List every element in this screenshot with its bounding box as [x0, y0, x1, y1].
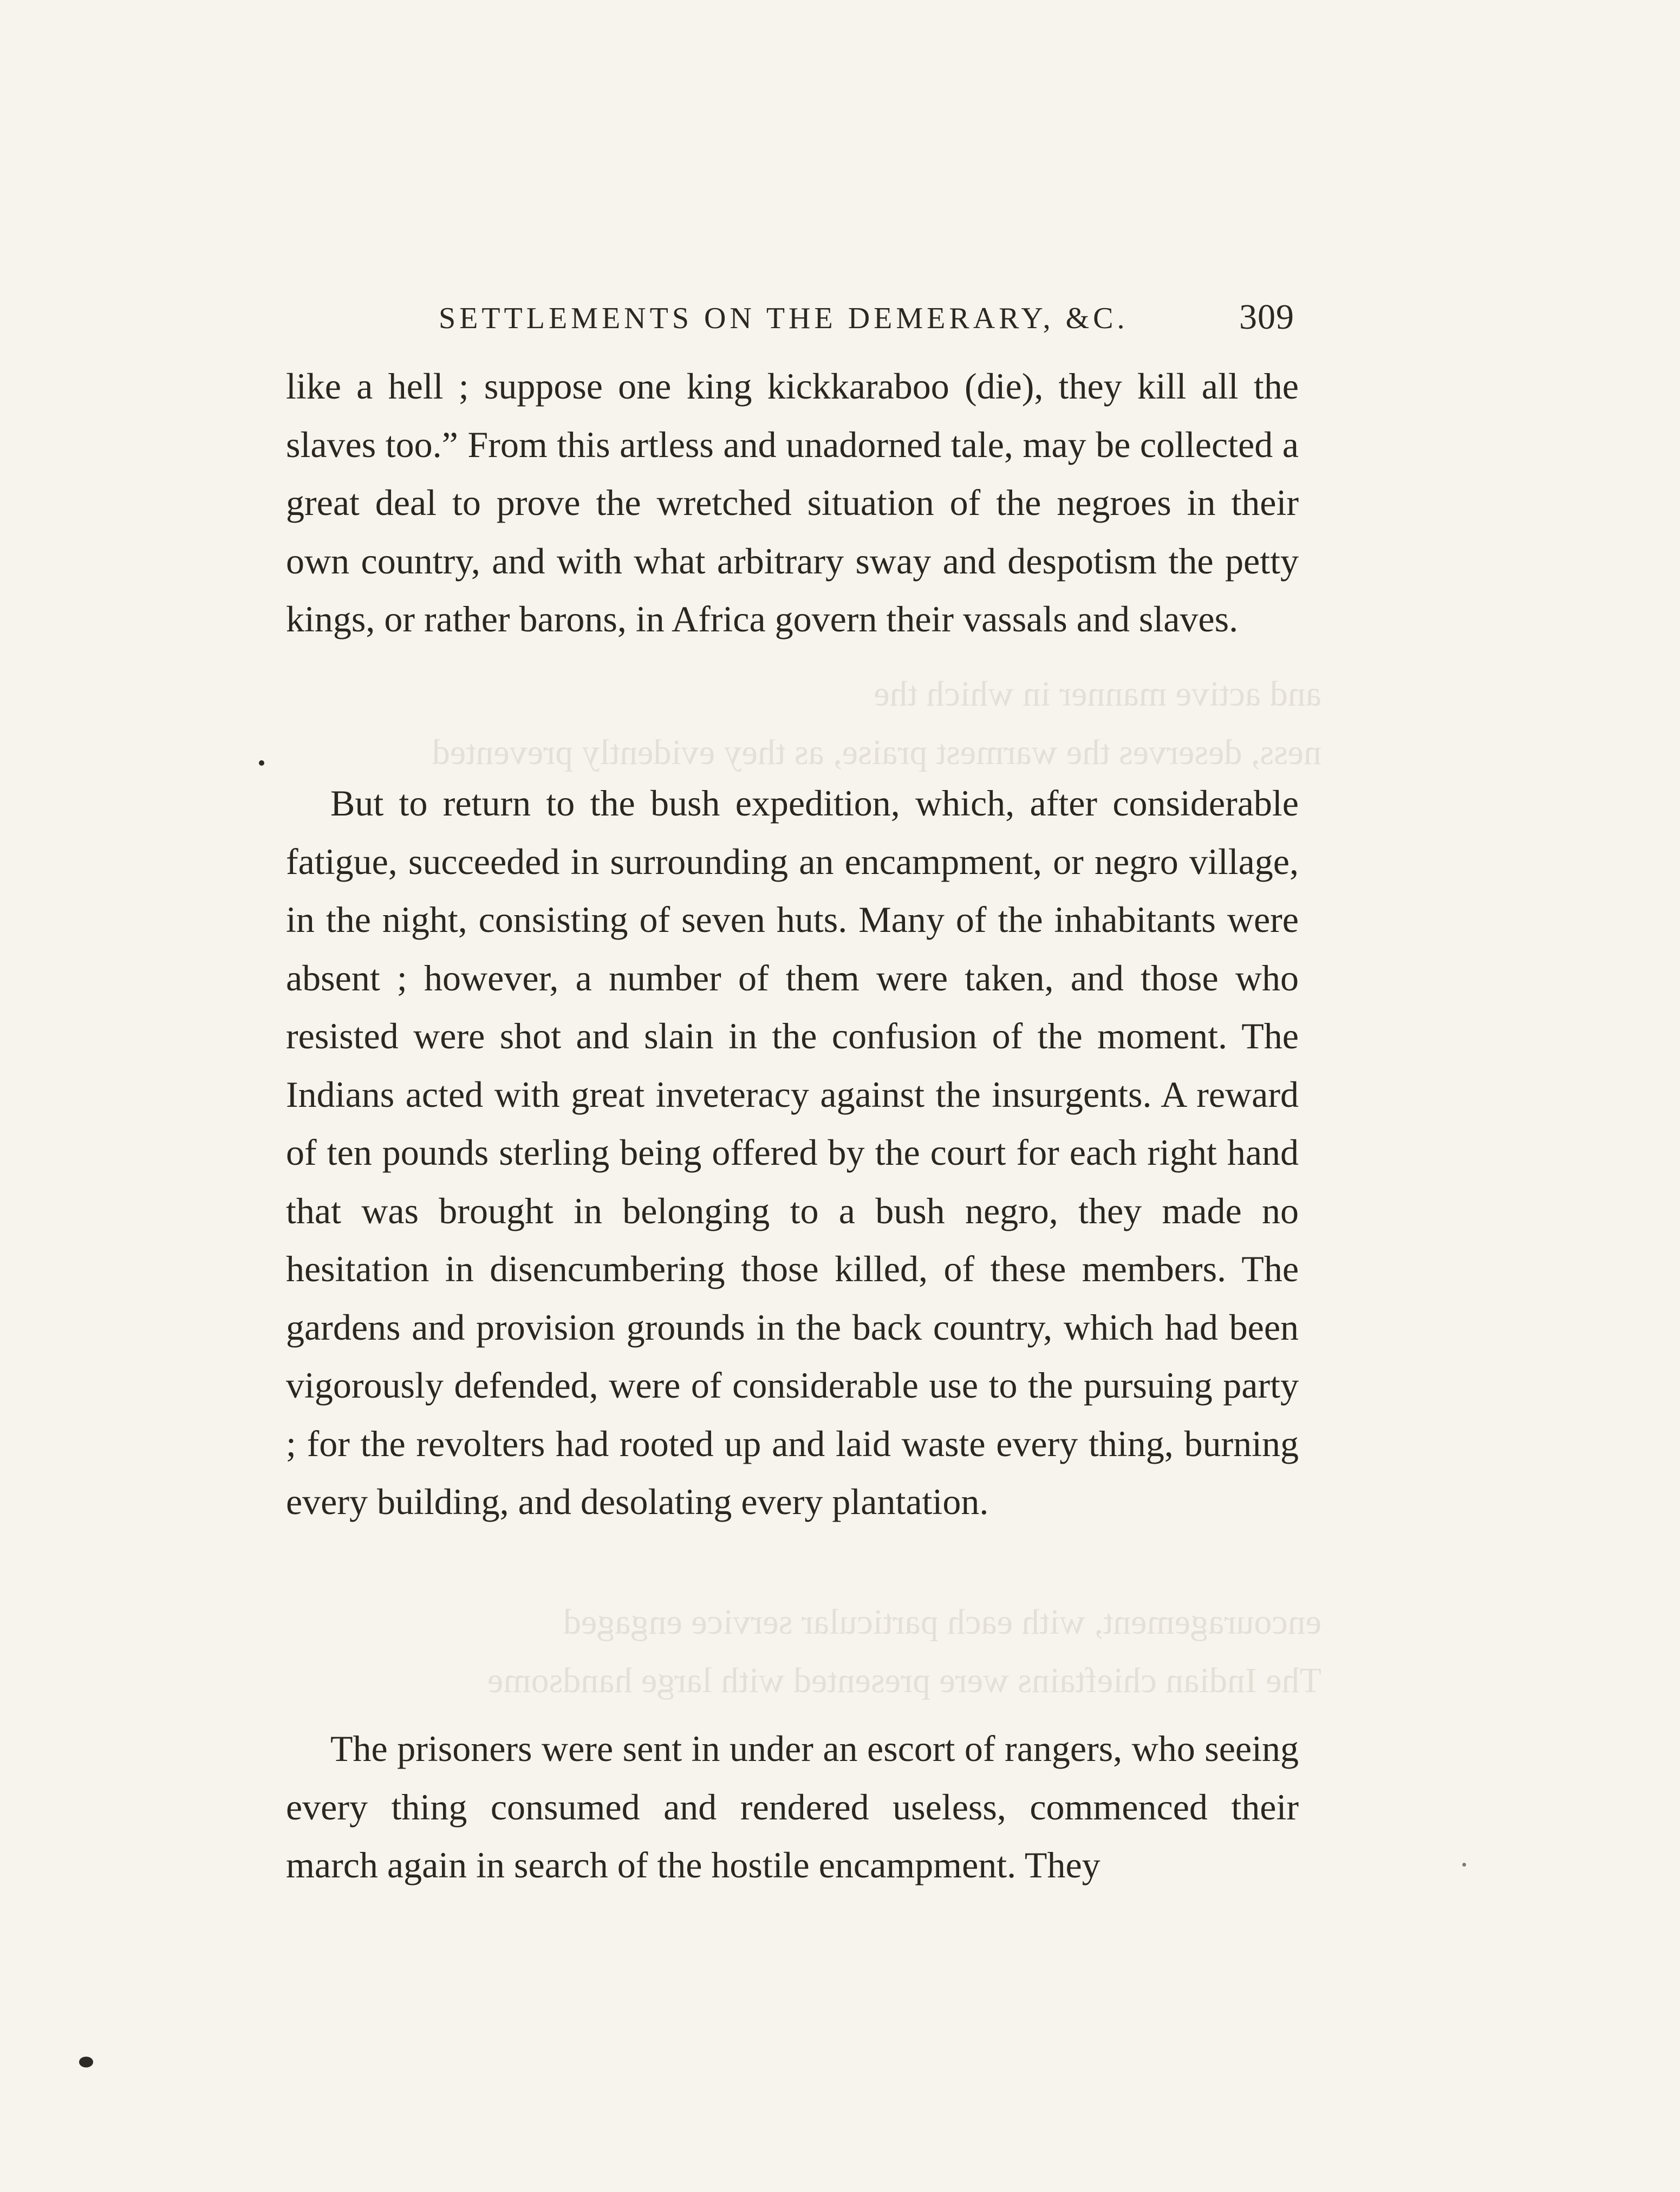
show-through-line: encouragement, with each particular service engaged — [563, 1602, 1321, 1642]
paragraph-3 — [286, 1720, 1299, 1895]
ink-speck — [79, 2057, 93, 2067]
ink-speck — [1462, 1863, 1466, 1867]
paragraph-text: But to return to the bush expedition, which, after considerable fatigue, succeeded in surrounding an encampment, or negro village, in the night, consisting of seven huts. Many of the inhabitants were absent ; however, a number of them were taken, and those who resisted were shot and slain in the confusion of the moment. The Indians acted with great inveteracy against the insurgents. A reward of ten pounds sterling being offered by the court for each right hand that was brought in belonging to a bush negro, they made no hesitation in disencumbering those killed, of these members. The gardens and provision grounds in the back country, which had been vigorously defended, were of considerable use to the pursuing party ; for the revolters had rooted up and laid waste every thing, burning every building, and desolating every plantation. — [286, 782, 1299, 1522]
paragraph-text: like a hell ; suppose one king kickkaraboo (die), they kill all the slaves too.” From this artless and unadorned tale, may be collected a great deal to prove the wretched situation of the negroes in their own country, and with what arbitrary sway and despotism the petty kings, or rather barons, in Africa govern their vassals and slaves. — [286, 366, 1299, 640]
show-through-line: The Indian chieftains were presented with large handsome — [487, 1661, 1321, 1700]
show-through-line: ness, deserves the warmest praise, as they evidently prevented — [432, 733, 1321, 772]
paragraph-text: The prisoners were sent in under an escort of rangers, who seeing every thing consumed and rendered useless, commenced their march again in search of the hostile encampment. They — [286, 1728, 1299, 1886]
ink-speck — [259, 760, 264, 766]
running-header — [282, 297, 1294, 345]
paragraph-2 — [286, 774, 1299, 1531]
page-number: 309 — [1239, 297, 1294, 337]
paragraph-1 — [286, 357, 1299, 649]
running-title: SETTLEMENTS ON THE DEMERARY, &C. — [439, 302, 1129, 335]
show-through-line: and active manner in which the — [874, 674, 1321, 714]
